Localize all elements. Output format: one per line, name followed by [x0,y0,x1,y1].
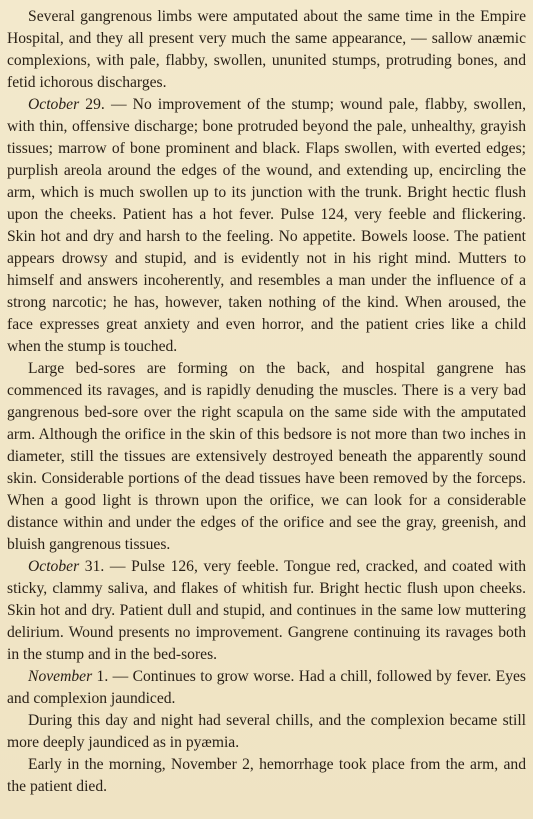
paragraph-bed-sores [7,358,526,556]
paragraph-text: 1. — Continues to grow worse. Had a chill, followed by fever. Eyes and complexion jaundiced. [7,668,526,707]
entry-date: November [28,668,93,685]
paragraph-text: 31. — Pulse 126, very feeble. Tongue red, cracked, and coated with sticky, clammy saliva, and flakes of whitish fur. Bright hectic flush upon cheeks. Skin hot and dry. Patient dull and stupid, and continues in the same low muttering delirium. Wound presents no improvement. Gangrene continuing its ravages both in the stump and in the bed-sores. [7,558,526,663]
paragraph-text: Early in the morning, November 2, hemorrhage took place from the arm, and the patient died. [7,756,526,795]
entry-date: October [28,96,80,113]
paragraph-october-29 [7,94,526,358]
paragraph-death [7,754,526,798]
paragraph-intro [7,6,526,94]
paragraph-text: Large bed-sores are forming on the back, and hospital gangrene has commenced its ravages, and is rapidly denuding the muscles. There is a very bad gangrenous bed-sore over the right scapula on the same side with the amputated arm. Although the orifice in the skin of this bedsore is not more than two inches in diameter, still the tissues are extensively destroyed beneath the apparently sound skin. Considerable portions of the dead tissues have been removed by the forceps. When a good light is thrown upon the orifice, we can look for a considerable distance within and under the edges of the orifice and see the gray, greenish, and bluish gangrenous tissues. [7,360,526,553]
paragraph-november-1 [7,666,526,710]
paragraph-october-31 [7,556,526,666]
paragraph-chills [7,710,526,754]
paragraph-text: 29. — No improvement of the stump; wound pale, flabby, swollen, with thin, offensive discharge; bone protruded beyond the pale, unhealthy, grayish tissues; marrow of bone prominent and black. Flaps swollen, with everted edges; purplish areola around the edges of the wound, and extending up, encircling the arm, which is much swollen up to its junction with the trunk. Bright hectic flush upon the cheeks. Patient has a hot fever. Pulse 124, very feeble and flickering. Skin hot and dry and harsh to the feeling. No appetite. Bowels loose. The patient appears drowsy and stupid, and is evidently not in his right mind. Mutters to himself and answers incoherently, and resembles a man under the influence of a strong narcotic; he has, however, taken nothing of the kind. When aroused, the face expresses great anxiety and even horror, and the patient cries like a child when the stump is touched. [7,96,526,355]
paragraph-text: Several gangrenous limbs were amputated about the same time in the Empire Hospital, and they all present very much the same appearance, — sallow anæmic complexions, with pale, flabby, swollen, ununited stumps, protruding bones, and fetid ichorous discharges. [7,8,526,91]
paragraph-text: During this day and night had several chills, and the complexion became still more deeply jaundiced as in pyæmia. [7,712,526,751]
entry-date: October [28,558,80,575]
